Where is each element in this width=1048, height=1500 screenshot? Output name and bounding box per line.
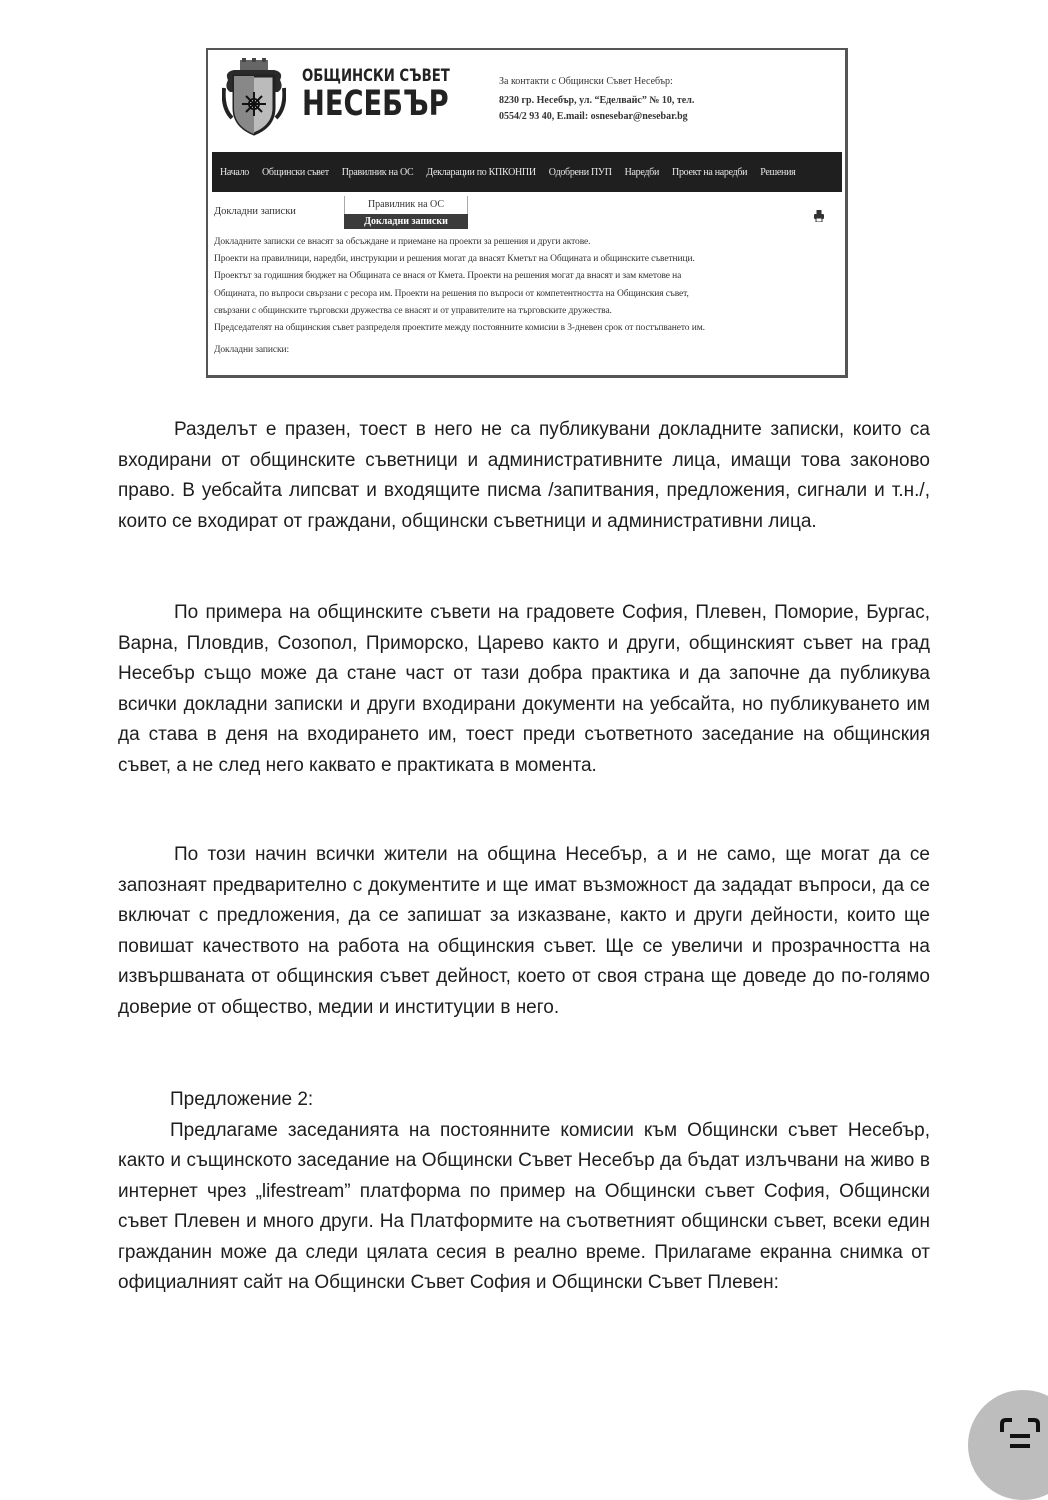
- nav-item-declarations[interactable]: Декларации по КПКОНПИ: [426, 166, 536, 178]
- nav-item-approved-pup[interactable]: Одобрени ПУП: [548, 166, 612, 178]
- scan-text-icon: [998, 1416, 1042, 1460]
- breadcrumb: Докладни записки: [214, 206, 296, 217]
- brand-line1: ОБЩИНСКИ СЪВЕТ: [302, 66, 450, 86]
- paragraph-transparency: [118, 840, 930, 1023]
- contact-address-line1: 8230 гр. Несебър, ул. “Еделвайс” № 10, тел.: [499, 95, 695, 106]
- paragraph-text: По примера на общинските съвети на градовете София, Плевен, Поморие, Бургас, Варна, Пловдив, Созопол, Приморско, Царево както и други, общинският съвет на град Несебър също може да стане част от тази добра практика и да започне да публикува всички докладни записки и други входирани документи на уебсайта, но публикуването им да става в деня на входирането им, тоест преди съответното заседание на общинския съвет, а не след него каквато е практиката в момента.: [118, 602, 930, 776]
- contact-title: За контакти с Общински Съвет Несебър:: [499, 76, 673, 87]
- reports-label: Докладни записки:: [214, 345, 290, 356]
- paragraph-good-practice: [118, 598, 930, 781]
- nav-item-home[interactable]: Начало: [220, 166, 250, 178]
- nav-item-decisions[interactable]: Решения: [760, 166, 796, 178]
- content-line: свързани с общинските търговски дружества се внасят и от управителите на търговските дружества.: [214, 305, 612, 316]
- nessebar-coat-of-arms-icon: [222, 58, 286, 136]
- dropdown-item-regulations[interactable]: Правилник на ОС: [344, 196, 468, 214]
- nav-item-ordinances[interactable]: Наредби: [624, 166, 660, 178]
- contact-address-line2: 0554/2 93 40, E.mail: osnesebar@nesebar.bg: [499, 111, 688, 122]
- printer-icon[interactable]: [814, 210, 824, 222]
- proposal-2-section: [118, 1085, 930, 1299]
- nav-item-draft-ordinances[interactable]: Проект на наредби: [672, 166, 748, 178]
- paragraph-empty-section: [118, 415, 930, 537]
- site-brand[interactable]: [302, 66, 492, 122]
- content-line: Председателят на общинския съвет разпределя проектите между постоянните комисии в 3-дневен срок от постъпването им.: [214, 323, 705, 334]
- brand-line2: НЕСЕБЪР: [302, 84, 449, 124]
- page-content: [214, 234, 834, 359]
- proposal-heading: Предложение 2:: [170, 1089, 314, 1110]
- content-line: Докладните записки се внасят за обсъждане и приемане на проекти за решения и други актове.: [214, 237, 591, 247]
- dropdown-item-reports[interactable]: Докладни записки: [344, 214, 468, 229]
- nav-item-regulations[interactable]: Правилник на ОС: [341, 166, 414, 178]
- nav-item-municipal-council[interactable]: Общински съвет: [262, 166, 329, 178]
- content-line: Общината, по въпроси свързани с ресора им. Проекти на решения по въпроси от компетентността на Общинския съвет,: [214, 288, 689, 299]
- website-screenshot: [206, 48, 848, 378]
- scan-text-button[interactable]: [968, 1390, 1048, 1500]
- paragraph-text: По този начин всички жители на община Несебър, а и не само, ще могат да се запознаят предварително с документите и ще имат възможност да зададат въпроси, да се включат с предложения, да се запишат за изказване, както и други дейности, които ще повишат качеството на работа на общинския съвет. Ще се увеличи и прозрачността на извършваната от общинския съвет дейност, което от своя страна ще доведе до по-голямо доверие от общество, медии и институции в него.: [118, 844, 930, 1018]
- contact-info: [499, 74, 694, 125]
- content-line: Проекти на правилници, наредби, инструкции и решения могат да внасят Кметът на Общината и общинските съветници.: [214, 254, 695, 265]
- content-line: Проектът за годишния бюджет на Общината се внася от Кмета. Проекти на решения могат да внасят и зам кметове на: [214, 271, 682, 282]
- main-navigation: [212, 152, 842, 192]
- paragraph-text: Разделът е празен, тоест в него не са публикувани докладните записки, които са входирани от общинските съветници и административните лица, имащи това законово право. В уебсайта липсват и входящите писма /запитвания, предложения, сигнали и т.н./, които се входират от граждани, общински съветници и административни лица.: [118, 419, 930, 532]
- paragraph-text: Предлагаме заседанията на постоянните комисии към Общински съвет Несебър, както и същинското заседание на Общински Съвет Несебър да бъдат излъчвани на живо в интернет чрез „lifestream” платформа по пример на Общински съвет София, Общински съвет Плевен и много други. На Платформите на съответният общински съвет, всеки един гражданин може да следи цялата сесия в реално време. Прилагаме екранна снимка от официалният сайт на Общински Съвет София и Общински Съвет Плевен:: [118, 1119, 930, 1293]
- nav-dropdown-menu: [344, 196, 468, 229]
